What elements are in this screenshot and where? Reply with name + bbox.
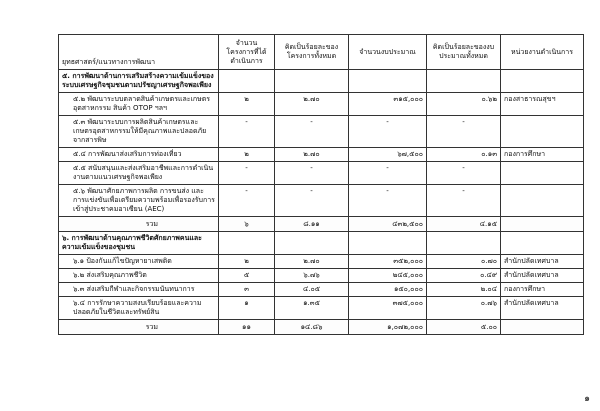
agency-cell: สำนักปลัดเทศบาล [501, 297, 584, 320]
header-budget-percent: คิดเป็นร้อยละของงบประมาณทั้งหมด [427, 35, 501, 70]
budget-percent-cell: ๒.๐๔ [427, 283, 501, 297]
projects-cell: ๑ [219, 297, 275, 320]
projects-cell: ๓ [219, 283, 275, 297]
empty-cell [219, 232, 275, 255]
page-number: ๑ [584, 394, 590, 404]
section-title: ๕. การพัฒนาด้านการเสริมสร้างความเข้มแข็งของระบบเศรษฐกิจชุมชนตามปรัชญาเศรษฐกิจพอเพียง [59, 70, 219, 93]
total-budget: ๑,๐๗๒,๐๐๐ [349, 320, 427, 335]
budget-cell: ๓๗๕,๐๐๐ [349, 297, 427, 320]
budget-cell: - [349, 116, 427, 148]
section-title-row [59, 232, 584, 255]
section-title-row [59, 70, 584, 93]
empty-cell [349, 232, 427, 255]
projects-cell: ๒ [219, 93, 275, 116]
strategy-cell: ๕.๓ พัฒนาระบบการผลิตสินค้าเกษตรและเกษตรอุตสาหกรรมให้มีคุณภาพและปลอดภัยจากสารพิษ [59, 116, 219, 148]
header-budget: จำนวนงบประมาณ [349, 35, 427, 70]
empty-cell [501, 232, 584, 255]
total-row [59, 217, 584, 232]
budget-percent-cell: - [427, 162, 501, 185]
total-projects: ๖ [219, 217, 275, 232]
total-label: รวม [59, 320, 219, 335]
section-title: ๖. การพัฒนาด้านคุณภาพชีวิตศักยภาพคนและความเข้มแข็งของชุมชน [59, 232, 219, 255]
empty-cell [349, 70, 427, 93]
total-label: รวม [59, 217, 219, 232]
projects-cell: - [219, 116, 275, 148]
projects-cell: ๒ [219, 255, 275, 269]
project-percent-cell: ๖.๗๖ [275, 269, 349, 283]
budget-percent-cell: ๐.๗๐ [427, 255, 501, 269]
budget-percent-cell: ๐.๗๖ [427, 297, 501, 320]
empty-cell [275, 70, 349, 93]
budget-cell: ๑๕๐,๐๐๐ [349, 283, 427, 297]
project-percent-cell: ๑.๓๕ [275, 297, 349, 320]
budget-percent-cell: - [427, 116, 501, 148]
table-row [59, 283, 584, 297]
header-strategy: ยุทธศาสตร์/แนวทางการพัฒนา [59, 35, 219, 70]
budget-percent-cell: - [427, 185, 501, 217]
projects-cell: - [219, 162, 275, 185]
empty-cell [275, 232, 349, 255]
table-row [59, 93, 584, 116]
header-project-percent: คิดเป็นร้อยละของโครงการทั้งหมด [275, 35, 349, 70]
project-percent-cell: ๒.๗๐ [275, 255, 349, 269]
agency-cell: กองสาธารณสุขฯ [501, 93, 584, 116]
empty-cell [427, 232, 501, 255]
strategy-cell: ๕.๔ การพัฒนาส่งเสริมการท่องเที่ยว [59, 148, 219, 162]
agency-cell: กองการศึกษา [501, 148, 584, 162]
budget-cell: - [349, 162, 427, 185]
strategy-cell: ๖.๑ ป้องกันแก้ไขปัญหายาเสพติด [59, 255, 219, 269]
agency-cell [501, 116, 584, 148]
projects-cell: ๕ [219, 269, 275, 283]
strategy-cell: ๕.๒ พัฒนาระบบตลาดสินค้าเกษตรและเกษตรอุตสาหกรรม สินค้า OTOP ฯลฯ [59, 93, 219, 116]
total-row [59, 320, 584, 335]
agency-cell: สำนักปลัดเทศบาล [501, 255, 584, 269]
budget-percent-cell: ๐.๔๙ [427, 269, 501, 283]
budget-cell: ๒๔๕,๐๐๐ [349, 269, 427, 283]
budget-cell: ๓๑๕,๐๐๐ [349, 93, 427, 116]
header-agency: หน่วยงานดำเนินการ [501, 35, 584, 70]
total-budget-percent: ๔.๑๕ [427, 217, 501, 232]
agency-cell [501, 185, 584, 217]
header-projects: จำนวนโครงการที่ได้ดำเนินการ [219, 35, 275, 70]
strategy-cell: ๕.๕ สนับสนุนและส่งเสริมอาชีพและการดำเนินงานตามแนวเศรษฐกิจพอเพียง [59, 162, 219, 185]
project-summary-table [58, 34, 584, 335]
empty-cell [219, 70, 275, 93]
budget-cell: ๓๕๒,๐๐๐ [349, 255, 427, 269]
budget-cell: - [349, 185, 427, 217]
agency-cell: กองการศึกษา [501, 283, 584, 297]
table-row [59, 297, 584, 320]
total-budget: ๔๓๒,๕๐๐ [349, 217, 427, 232]
agency-cell: สำนักปลัดเทศบาล [501, 269, 584, 283]
table-row [59, 185, 584, 217]
budget-percent-cell: ๐.๖๒ [427, 93, 501, 116]
empty-cell [427, 70, 501, 93]
strategy-cell: ๕.๖ พัฒนาศักยภาพการผลิต การขนส่ง และการแข่งขันเพื่อเตรียมความพร้อมเพื่อรองรับการเข้าสู่ประชาคมอาเซียน (AEC) [59, 185, 219, 217]
total-project-percent: ๘.๑๑ [275, 217, 349, 232]
agency-cell [501, 162, 584, 185]
project-percent-cell: ๒.๗๐ [275, 148, 349, 162]
strategy-cell: ๖.๔ การรักษาความสงบเรียบร้อยและความปลอดภัยในชีวิตและทรัพย์สิน [59, 297, 219, 320]
budget-cell: ๖๗,๕๐๐ [349, 148, 427, 162]
table-row [59, 255, 584, 269]
table-row [59, 162, 584, 185]
project-percent-cell: ๒.๗๐ [275, 93, 349, 116]
strategy-cell: ๖.๓ ส่งเสริมกีฬาและกิจกรรมนันทนาการ [59, 283, 219, 297]
empty-cell [501, 217, 584, 232]
project-percent-cell: - [275, 185, 349, 217]
table-row [59, 269, 584, 283]
project-percent-cell: - [275, 116, 349, 148]
projects-cell: ๒ [219, 148, 275, 162]
total-budget-percent: ๕.๐๐ [427, 320, 501, 335]
total-project-percent: ๑๔.๘๖ [275, 320, 349, 335]
table-row [59, 116, 584, 148]
strategy-cell: ๖.๒ ส่งเสริมคุณภาพชีวิต [59, 269, 219, 283]
table-row [59, 148, 584, 162]
total-projects: ๑๑ [219, 320, 275, 335]
budget-percent-cell: ๐.๑๓ [427, 148, 501, 162]
projects-cell: - [219, 185, 275, 217]
empty-cell [501, 70, 584, 93]
empty-cell [501, 320, 584, 335]
project-percent-cell: ๔.๐๕ [275, 283, 349, 297]
project-percent-cell: - [275, 162, 349, 185]
table-header-row [59, 35, 584, 70]
